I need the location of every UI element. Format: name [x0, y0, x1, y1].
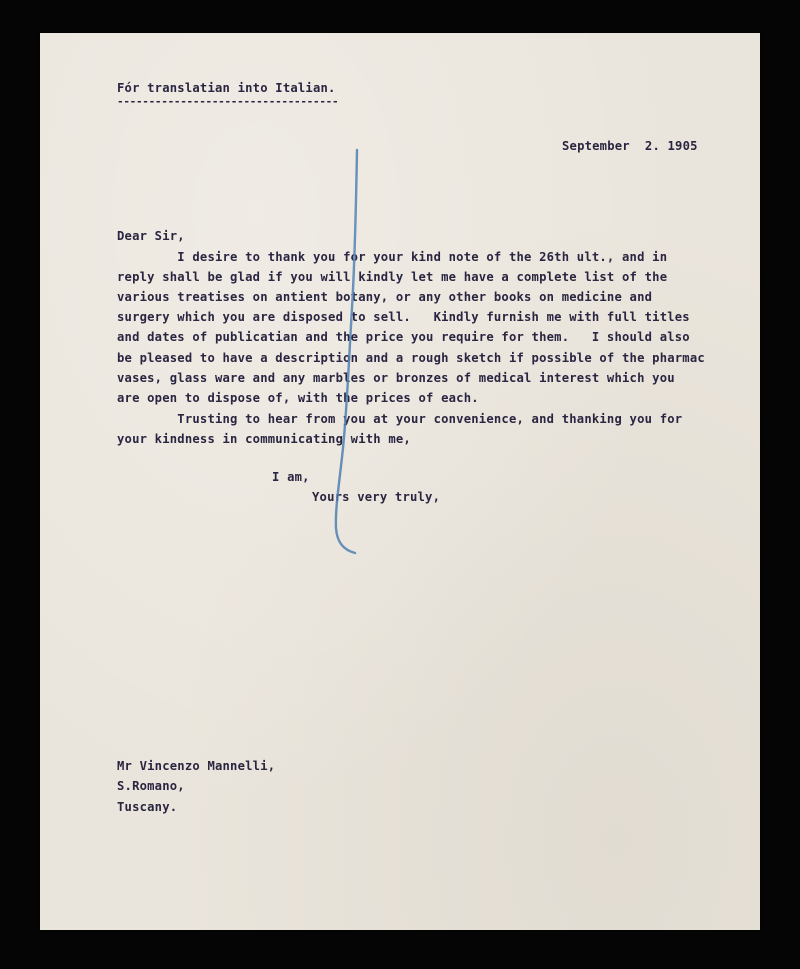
body-line: be pleased to have a description and a rough sketch if possible of the pharmac [117, 351, 705, 365]
recipient-name: Mr Vincenzo Mannelli, [117, 759, 276, 773]
letter-page [40, 33, 760, 930]
recipient-place: S.Romano, [117, 779, 185, 793]
closing-i-am: I am, [272, 470, 310, 484]
salutation: Dear Sir, [117, 229, 185, 243]
body-line: I desire to thank you for your kind note of the 26th ult., and in [117, 250, 668, 264]
closing-signoff: Yours very truly, [312, 490, 441, 504]
letter-date: September 2. 1905 [562, 139, 698, 153]
blue-pencil-stroke [330, 148, 370, 558]
body-line: vases, glass ware and any marbles or bronzes of medical interest which you [117, 371, 675, 385]
body-line: and dates of publicatian and the price you require for them. I should also [117, 330, 690, 344]
recipient-region: Tuscany. [117, 800, 178, 814]
body-line: are open to dispose of, with the prices of each. [117, 391, 479, 405]
translation-note-underline: ----------------------------------- [117, 95, 339, 108]
body-line: various treatises on antient botany, or any other books on medicine and [117, 290, 653, 304]
body-line: your kindness in communicating with me, [117, 432, 411, 446]
translation-note: Fór translatian into Italian. [117, 81, 336, 95]
body-line: reply shall be glad if you will kindly let me have a complete list of the [117, 270, 668, 284]
body-line: surgery which you are disposed to sell. Kindly furnish me with full titles [117, 310, 690, 324]
body-line: Trusting to hear from you at your convenience, and thanking you for [117, 412, 683, 426]
